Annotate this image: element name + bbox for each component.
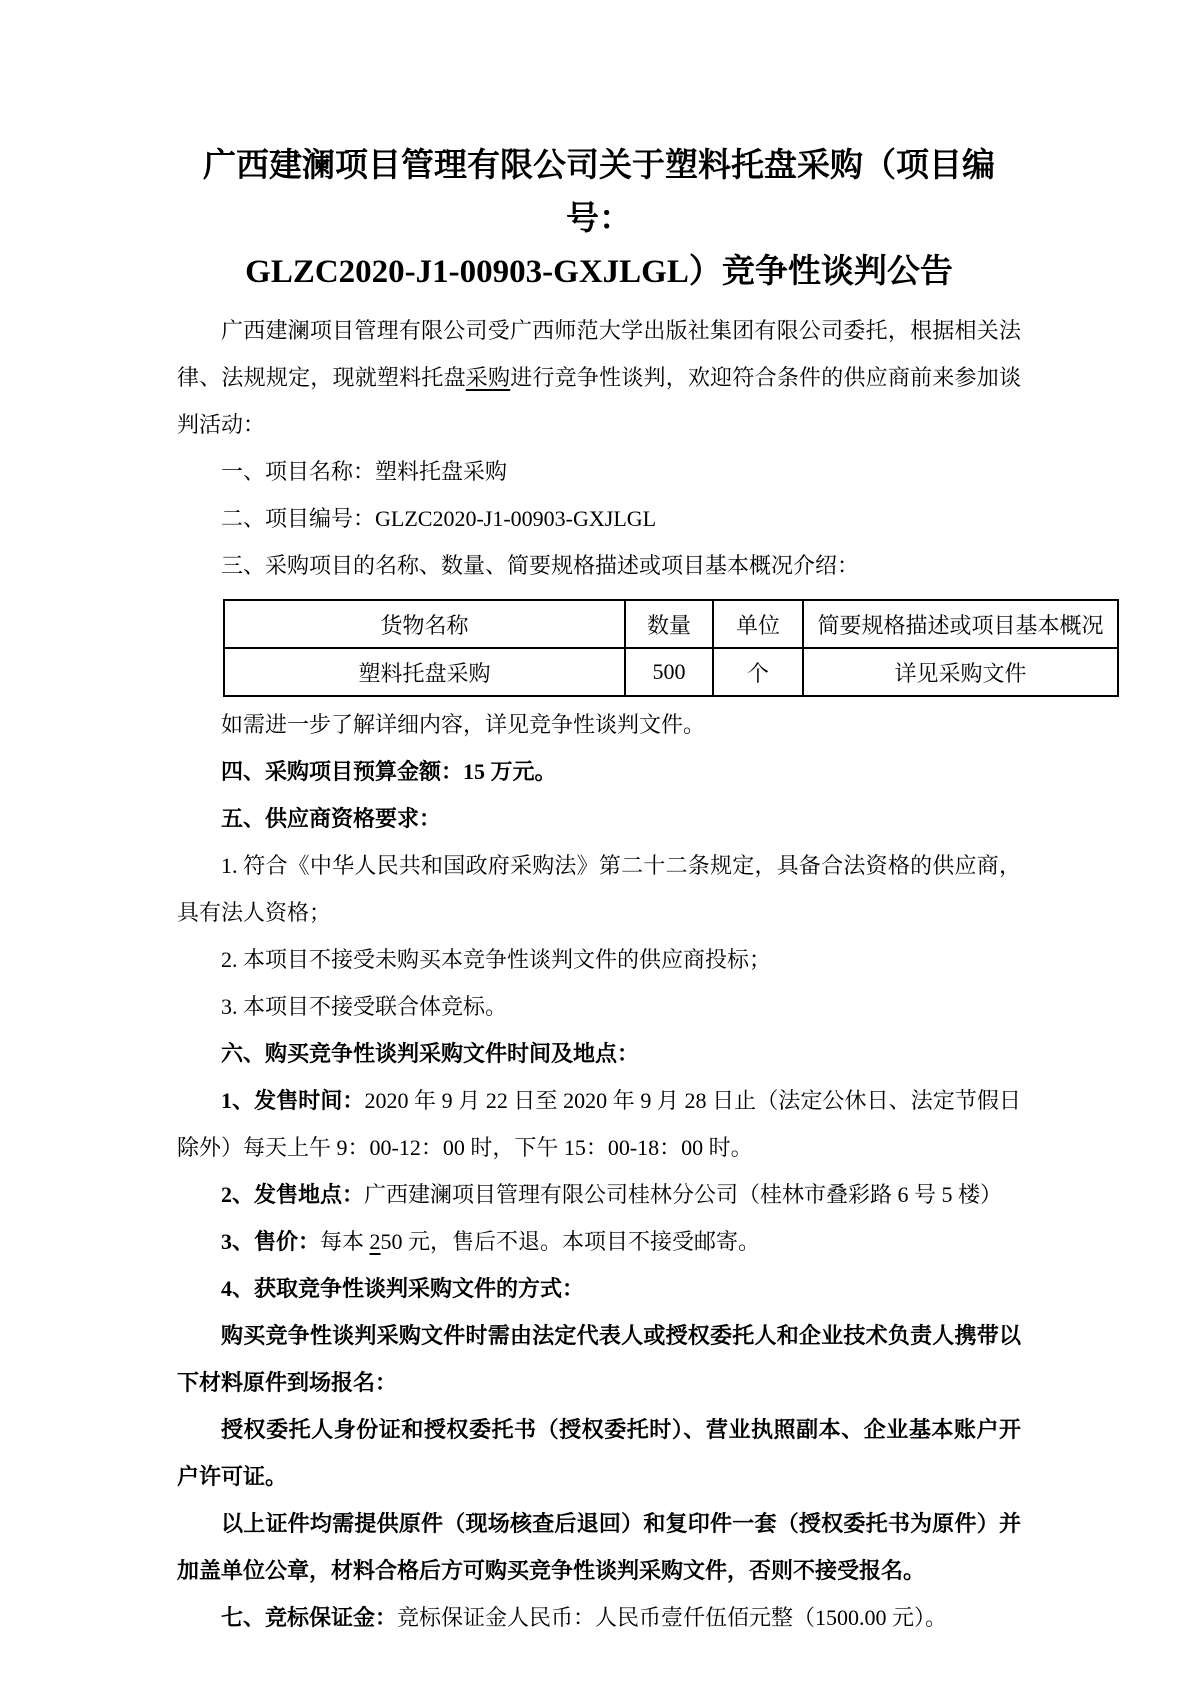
sale-place-text: 广西建澜项目管理有限公司桂林分公司（桂林市叠彩路 6 号 5 楼）: [364, 1182, 1003, 1207]
deposit-item: [177, 1594, 1021, 1641]
sale-time-label: 1、发售时间：: [221, 1088, 365, 1113]
item-overview-heading: 三、采购项目的名称、数量、简要规格描述或项目基本概况介绍：: [221, 553, 860, 578]
goods-table: [223, 599, 1119, 697]
cell-spec: 详见采购文件: [803, 648, 1118, 696]
cell-quantity: 500: [625, 648, 713, 696]
intro-text-pre: 广西建澜项目管理有限公司受广西师范大学出版社集团有限公司委托，根据相关法律、法规规定，现就塑料托盘: [177, 318, 1021, 390]
qualification-heading: 五、供应商资格要求：: [221, 806, 442, 831]
price-text-post: 50 元，售后不退。本项目不接受邮寄。: [380, 1229, 761, 1254]
purchase-heading: 六、购买竞争性谈判采购文件时间及地点：: [221, 1041, 640, 1066]
title-line-1: 广西建澜项目管理有限公司关于塑料托盘采购（项目编号：: [203, 148, 995, 237]
intro-underlined-text: 采购: [465, 365, 511, 390]
cell-goods-name: 塑料托盘采购: [224, 648, 625, 696]
table-header-row: [224, 600, 1118, 648]
qualification-item-2: 2. 本项目不接受未购买本竞争性谈判文件的供应商投标；: [221, 947, 772, 972]
sale-time-text: 2020 年 9 月 22 日至 2020 年 9 月 28 日止（法定公休日、法定节假日除外）每天上午 9：00-12：00 时，下午 15：00-18：00 时。: [177, 1088, 1021, 1160]
item-project-number: 二、项目编号：GLZC2020-J1-00903-GXJLGL: [221, 506, 657, 531]
price-item: [177, 1218, 1021, 1265]
price-text-pre: 每本: [320, 1229, 370, 1254]
header-cell-goods-name: 货物名称: [224, 600, 625, 648]
header-cell-spec: 简要规格描述或项目基本概况: [803, 600, 1118, 648]
method-paragraph-1: 购买竞争性谈判采购文件时需由法定代表人或授权委托人和企业技术负责人携带以下材料原件到场报名：: [177, 1323, 1021, 1395]
sale-time-item: [177, 1077, 1021, 1171]
sale-place-item: [177, 1171, 1021, 1218]
header-cell-unit: 单位: [713, 600, 803, 648]
item-budget: 四、采购项目预算金额：15 万元。: [221, 759, 557, 784]
qualification-item-3: 3. 本项目不接受联合体竞标。: [221, 994, 508, 1019]
document-title: [177, 140, 1021, 299]
method-heading: 4、获取竞争性谈判采购文件的方式：: [221, 1276, 585, 1301]
table-row: [224, 648, 1118, 696]
qualification-item-1: 1. 符合《中华人民共和国政府采购法》第二十二条规定，具备合法资格的供应商，具有法人资格；: [177, 853, 1021, 925]
deposit-label: 七、竞标保证金：: [221, 1605, 398, 1630]
intro-paragraph: [177, 307, 1021, 448]
cell-unit: 个: [713, 648, 803, 696]
header-cell-quantity: 数量: [625, 600, 713, 648]
deposit-text: 竞标保证金人民币：人民币壹仟伍佰元整（1500.00 元）。: [397, 1605, 948, 1630]
price-underlined-digit: 2: [369, 1229, 381, 1254]
method-paragraph-2: 授权委托人身份证和授权委托书（授权委托时）、营业执照副本、企业基本账户开户许可证。: [177, 1417, 1021, 1489]
method-paragraph-3: 以上证件均需提供原件（现场核查后退回）和复印件一套（授权委托书为原件）并加盖单位公章，材料合格后方可购买竞争性谈判采购文件，否则不接受报名。: [177, 1511, 1021, 1583]
item-project-name: 一、项目名称：塑料托盘采购: [221, 459, 508, 484]
intro-text-post: 进行竞争性谈判，欢迎符合条件的供应商前来参加谈判活动：: [177, 365, 1021, 437]
price-label: 3、售价：: [221, 1229, 321, 1254]
table-note: 如需进一步了解详细内容，详见竞争性谈判文件。: [221, 712, 706, 737]
sale-place-label: 2、发售地点：: [221, 1182, 365, 1207]
title-line-2: GLZC2020-J1-00903-GXJLGL）竞争性谈判公告: [245, 254, 953, 290]
